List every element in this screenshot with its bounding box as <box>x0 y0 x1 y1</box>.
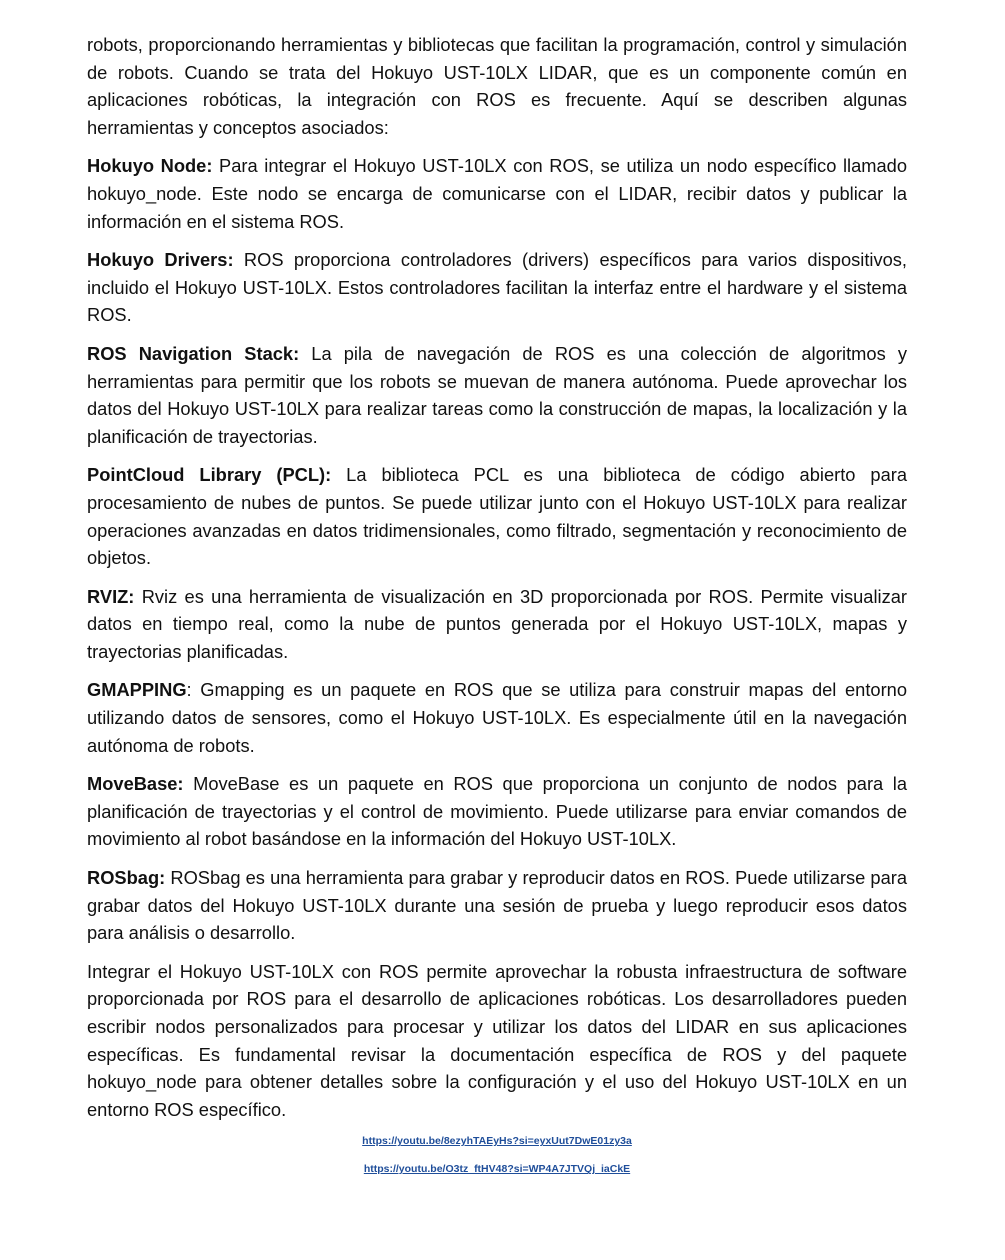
youtube-link-1[interactable]: https://youtu.be/8ezyhTAEyHs?si=eyxUut7DwE01zy3a <box>362 1135 632 1148</box>
section-gmapping <box>87 676 907 759</box>
document-page <box>87 31 907 1190</box>
section-text: Rviz es una herramienta de visualización en 3D proporcionada por ROS. Permite visualizar datos en tiempo real, como la nube de puntos generada por el Hokuyo UST-10LX, mapas y trayectorias planificadas. <box>87 585 907 662</box>
section-term: GMAPPING <box>87 679 187 701</box>
section-term: Hokuyo Node: <box>87 155 213 177</box>
section-term: ROS Navigation Stack: <box>87 342 300 364</box>
section-term: ROSbag: <box>87 867 166 889</box>
section-movebase <box>87 770 907 853</box>
section-rosbag <box>87 864 907 947</box>
section-text: La biblioteca PCL es una biblioteca de código abierto para procesamiento de nubes de puntos. Se puede utilizar junto con el Hokuyo UST-10LX para realizar operaciones avanzadas en datos tridimensionales, como filtrado, segmentación y reconocimiento de objetos. <box>87 464 907 569</box>
section-term: PointCloud Library (PCL): <box>87 464 332 486</box>
section-text: : Gmapping es un paquete en ROS que se utiliza para construir mapas del entorno utilizando datos de sensores, como el Hokuyo UST-10LX. Es especialmente útil en la navegación autónoma de robots. <box>87 679 907 756</box>
section-hokuyo-node <box>87 152 907 235</box>
section-term: RVIZ: <box>87 585 135 607</box>
section-text: ROSbag es una herramienta para grabar y reproducir datos en ROS. Puede utilizarse para grabar datos del Hokuyo UST-10LX durante una sesión de prueba y luego reproducir esos datos para análisis o desarrollo. <box>87 867 907 944</box>
reference-links <box>87 1134 907 1176</box>
section-pointcloud-library <box>87 461 907 571</box>
section-text: MoveBase es un paquete en ROS que proporciona un conjunto de nodos para la planificación de trayectorias y el control de movimiento. Puede utilizarse para enviar comandos de movimiento al robot basándose en la información del Hokuyo UST-10LX. <box>87 773 907 850</box>
section-term: Hokuyo Drivers: <box>87 249 234 271</box>
intro-paragraph: robots, proporcionando herramientas y bibliotecas que facilitan la programación, control y simulación de robots. Cuando se trata del Hokuyo UST-10LX LIDAR, que es un componente común en aplicaciones robóticas, la integración con ROS es frecuente. Aquí se describen algunas herramientas y conceptos asociados: <box>87 34 907 138</box>
section-text: ROS proporciona controladores (drivers) específicos para varios dispositivos, incluido el Hokuyo UST-10LX. Estos controladores facilitan la interfaz entre el hardware y el sistema ROS. <box>87 249 907 326</box>
youtube-link-2[interactable]: https://youtu.be/O3tz_ftHV48?si=WP4A7JTVQj_iaCkE <box>363 1163 631 1176</box>
section-text: Para integrar el Hokuyo UST-10LX con ROS, se utiliza un nodo específico llamado hokuyo_node. Este nodo se encarga de comunicarse con el LIDAR, recibir datos y publicar la información en el sistema ROS. <box>87 155 907 232</box>
section-hokuyo-drivers <box>87 246 907 329</box>
section-term: MoveBase: <box>87 773 184 795</box>
section-text: La pila de navegación de ROS es una colección de algoritmos y herramientas para permitir que los robots se muevan de manera autónoma. Puede aprovechar los datos del Hokuyo UST-10LX para realizar tareas como la construcción de mapas, la localización y la planificación de trayectorias. <box>87 342 907 447</box>
conclusion-paragraph: Integrar el Hokuyo UST-10LX con ROS permite aprovechar la robusta infraestructura de software proporcionada por ROS para el desarrollo de aplicaciones robóticas. Los desarrolladores pueden escribir nodos personalizados para procesar y utilizar los datos del LIDAR en sus aplicaciones específicas. Es fundamental revisar la documentación específica de ROS y del paquete hokuyo_node para obtener detalles sobre la configuración y el uso del Hokuyo UST-10LX en un entorno ROS específico. <box>87 960 907 1120</box>
section-rviz <box>87 583 907 666</box>
section-ros-navigation-stack <box>87 340 907 450</box>
